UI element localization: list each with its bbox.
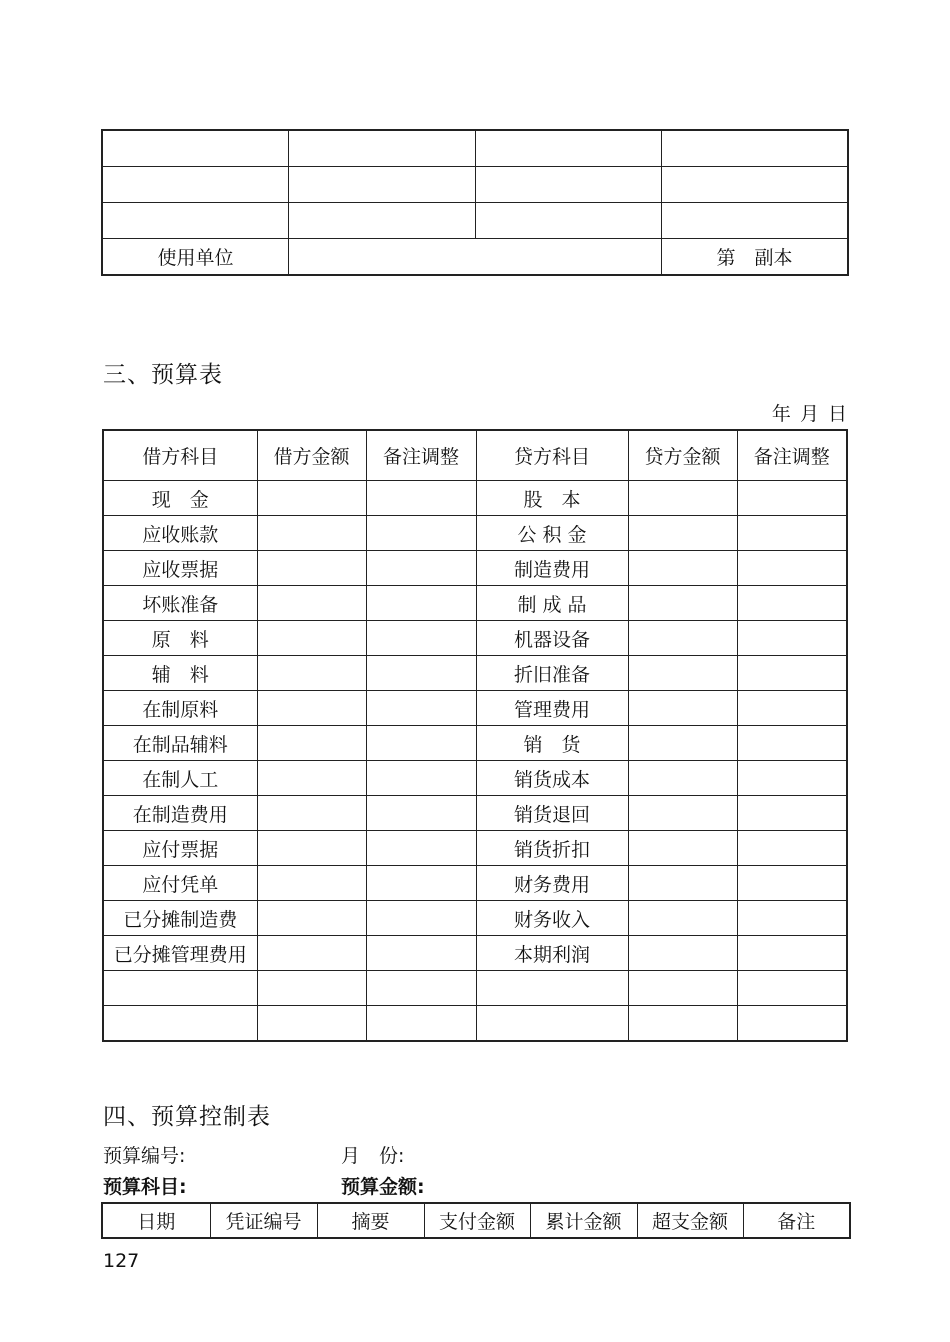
debit-amount-cell[interactable] — [257, 971, 366, 1006]
credit-amount-cell[interactable] — [628, 1006, 737, 1042]
credit-account-cell: 折旧准备 — [476, 656, 628, 691]
table-cell[interactable] — [289, 130, 476, 167]
debit-remark-cell[interactable] — [366, 761, 476, 796]
table-cell[interactable] — [662, 167, 849, 203]
copy-label: 第 副本 — [662, 239, 849, 276]
header-debit-remark: 备注调整 — [366, 430, 476, 481]
header-payment-amount: 支付金额 — [424, 1203, 530, 1238]
header-overspend-amount: 超支金额 — [637, 1203, 743, 1238]
header-debit-amount: 借方金额 — [257, 430, 366, 481]
credit-amount-cell[interactable] — [628, 551, 737, 586]
top-table — [101, 129, 849, 276]
table-cell[interactable] — [475, 167, 662, 203]
debit-remark-cell[interactable] — [366, 866, 476, 901]
debit-account-cell: 应付凭单 — [103, 866, 257, 901]
credit-amount-cell[interactable] — [628, 691, 737, 726]
table-row — [102, 167, 848, 203]
debit-amount-cell[interactable] — [257, 831, 366, 866]
debit-amount-cell[interactable] — [257, 481, 366, 516]
table-row — [103, 971, 847, 1006]
debit-amount-cell[interactable] — [257, 551, 366, 586]
debit-remark-cell[interactable] — [366, 621, 476, 656]
credit-remark-cell[interactable] — [737, 971, 847, 1006]
header-credit-amount: 贷方金额 — [628, 430, 737, 481]
header-credit-remark: 备注调整 — [737, 430, 847, 481]
credit-remark-cell[interactable] — [737, 796, 847, 831]
budget-number-label: 预算编号: — [103, 1145, 186, 1167]
debit-remark-cell[interactable] — [366, 691, 476, 726]
table-cell[interactable] — [662, 203, 849, 239]
debit-amount-cell[interactable] — [257, 796, 366, 831]
credit-remark-cell[interactable] — [737, 1006, 847, 1042]
debit-account-cell: 在制人工 — [103, 761, 257, 796]
debit-remark-cell[interactable] — [366, 971, 476, 1006]
credit-account-cell: 销 货 — [476, 726, 628, 761]
debit-amount-cell[interactable] — [257, 1006, 366, 1042]
header-remarks: 备注 — [743, 1203, 850, 1238]
debit-account-cell: 辅 料 — [103, 656, 257, 691]
table-row — [103, 656, 847, 691]
credit-amount-cell[interactable] — [628, 831, 737, 866]
table-cell[interactable] — [289, 203, 476, 239]
debit-remark-cell[interactable] — [366, 796, 476, 831]
debit-amount-cell[interactable] — [257, 901, 366, 936]
credit-remark-cell[interactable] — [737, 866, 847, 901]
debit-account-cell: 已分摊制造费 — [103, 901, 257, 936]
table-row — [103, 831, 847, 866]
debit-amount-cell[interactable] — [257, 621, 366, 656]
table-row — [103, 796, 847, 831]
debit-account-cell: 在制品辅料 — [103, 726, 257, 761]
debit-amount-cell[interactable] — [257, 866, 366, 901]
credit-amount-cell[interactable] — [628, 621, 737, 656]
table-cell[interactable] — [102, 167, 289, 203]
table-cell[interactable] — [475, 203, 662, 239]
header-voucher-number: 凭证编号 — [210, 1203, 317, 1238]
table-cell[interactable] — [102, 130, 289, 167]
credit-remark-cell[interactable] — [737, 621, 847, 656]
table-row — [103, 621, 847, 656]
credit-remark-cell[interactable] — [737, 901, 847, 936]
credit-remark-cell[interactable] — [737, 656, 847, 691]
budget-control-table — [101, 1202, 851, 1239]
credit-amount-cell[interactable] — [628, 936, 737, 971]
credit-amount-cell[interactable] — [628, 796, 737, 831]
debit-amount-cell[interactable] — [257, 726, 366, 761]
section-title-budget-control: 四、预算控制表 — [103, 1104, 271, 1130]
credit-remark-cell[interactable] — [737, 691, 847, 726]
credit-remark-cell[interactable] — [737, 761, 847, 796]
credit-amount-cell[interactable] — [628, 971, 737, 1006]
debit-amount-cell[interactable] — [257, 936, 366, 971]
header-debit-account: 借方科目 — [103, 430, 257, 481]
header-cumulative-amount: 累计金额 — [530, 1203, 637, 1238]
debit-remark-cell[interactable] — [366, 901, 476, 936]
table-cell[interactable] — [102, 203, 289, 239]
table-cell[interactable] — [289, 167, 476, 203]
month-label: 月 份: — [341, 1145, 405, 1167]
credit-account-cell: 销货成本 — [476, 761, 628, 796]
debit-account-cell — [103, 1006, 257, 1042]
table-cell[interactable] — [662, 130, 849, 167]
table-row — [103, 866, 847, 901]
debit-remark-cell[interactable] — [366, 481, 476, 516]
debit-account-cell: 应收票据 — [103, 551, 257, 586]
credit-remark-cell[interactable] — [737, 551, 847, 586]
credit-remark-cell[interactable] — [737, 516, 847, 551]
credit-account-cell — [476, 1006, 628, 1042]
debit-remark-cell[interactable] — [366, 586, 476, 621]
date-label: 年 月 日 — [771, 403, 847, 425]
credit-remark-cell[interactable] — [737, 726, 847, 761]
table-header-row — [102, 1203, 850, 1238]
debit-amount-cell[interactable] — [257, 691, 366, 726]
debit-account-cell: 坏账准备 — [103, 586, 257, 621]
debit-remark-cell[interactable] — [366, 1006, 476, 1042]
debit-remark-cell[interactable] — [366, 551, 476, 586]
credit-amount-cell[interactable] — [628, 726, 737, 761]
debit-remark-cell[interactable] — [366, 831, 476, 866]
table-row — [103, 901, 847, 936]
credit-account-cell: 股 本 — [476, 481, 628, 516]
header-date: 日期 — [102, 1203, 210, 1238]
credit-remark-cell[interactable] — [737, 481, 847, 516]
page-number: 127 — [103, 1250, 140, 1272]
debit-account-cell: 已分摊管理费用 — [103, 936, 257, 971]
table-row — [103, 691, 847, 726]
debit-amount-cell[interactable] — [257, 761, 366, 796]
credit-amount-cell[interactable] — [628, 761, 737, 796]
table-row — [103, 1006, 847, 1042]
credit-amount-cell[interactable] — [628, 586, 737, 621]
debit-remark-cell[interactable] — [366, 656, 476, 691]
table-row — [103, 726, 847, 761]
credit-amount-cell[interactable] — [628, 901, 737, 936]
credit-remark-cell[interactable] — [737, 586, 847, 621]
credit-amount-cell[interactable] — [628, 656, 737, 691]
section-title-budget: 三、预算表 — [103, 362, 223, 388]
table-row — [102, 239, 848, 276]
debit-account-cell — [103, 971, 257, 1006]
debit-account-cell: 原 料 — [103, 621, 257, 656]
credit-account-cell: 制 成 品 — [476, 586, 628, 621]
credit-account-cell: 公 积 金 — [476, 516, 628, 551]
debit-amount-cell[interactable] — [257, 516, 366, 551]
table-row — [103, 551, 847, 586]
debit-remark-cell[interactable] — [366, 936, 476, 971]
usage-unit-label: 使用单位 — [102, 239, 289, 276]
debit-remark-cell[interactable] — [366, 516, 476, 551]
credit-account-cell: 本期利润 — [476, 936, 628, 971]
debit-amount-cell[interactable] — [257, 586, 366, 621]
credit-amount-cell[interactable] — [628, 481, 737, 516]
table-header-row — [103, 430, 847, 481]
credit-amount-cell[interactable] — [628, 866, 737, 901]
debit-account-cell: 应收账款 — [103, 516, 257, 551]
table-row — [103, 936, 847, 971]
credit-account-cell — [476, 971, 628, 1006]
table-row — [103, 481, 847, 516]
debit-account-cell: 应付票据 — [103, 831, 257, 866]
usage-unit-value[interactable] — [289, 239, 662, 276]
credit-amount-cell[interactable] — [628, 516, 737, 551]
credit-account-cell: 制造费用 — [476, 551, 628, 586]
debit-amount-cell[interactable] — [257, 656, 366, 691]
table-row — [103, 761, 847, 796]
table-row — [102, 203, 848, 239]
budget-amount-label: 预算金额: — [341, 1176, 425, 1198]
credit-account-cell: 财务费用 — [476, 866, 628, 901]
budget-table-body — [103, 481, 847, 1042]
table-cell[interactable] — [475, 130, 662, 167]
table-row — [103, 586, 847, 621]
credit-remark-cell[interactable] — [737, 831, 847, 866]
debit-account-cell: 现 金 — [103, 481, 257, 516]
credit-remark-cell[interactable] — [737, 936, 847, 971]
credit-account-cell: 机器设备 — [476, 621, 628, 656]
budget-table — [102, 429, 848, 1042]
debit-remark-cell[interactable] — [366, 726, 476, 761]
table-row — [103, 516, 847, 551]
credit-account-cell: 管理费用 — [476, 691, 628, 726]
budget-subject-label: 预算科目: — [103, 1176, 187, 1198]
debit-account-cell: 在制造费用 — [103, 796, 257, 831]
header-summary: 摘要 — [317, 1203, 424, 1238]
credit-account-cell: 销货折扣 — [476, 831, 628, 866]
debit-account-cell: 在制原料 — [103, 691, 257, 726]
table-row — [102, 130, 848, 167]
credit-account-cell: 财务收入 — [476, 901, 628, 936]
header-credit-account: 贷方科目 — [476, 430, 628, 481]
credit-account-cell: 销货退回 — [476, 796, 628, 831]
